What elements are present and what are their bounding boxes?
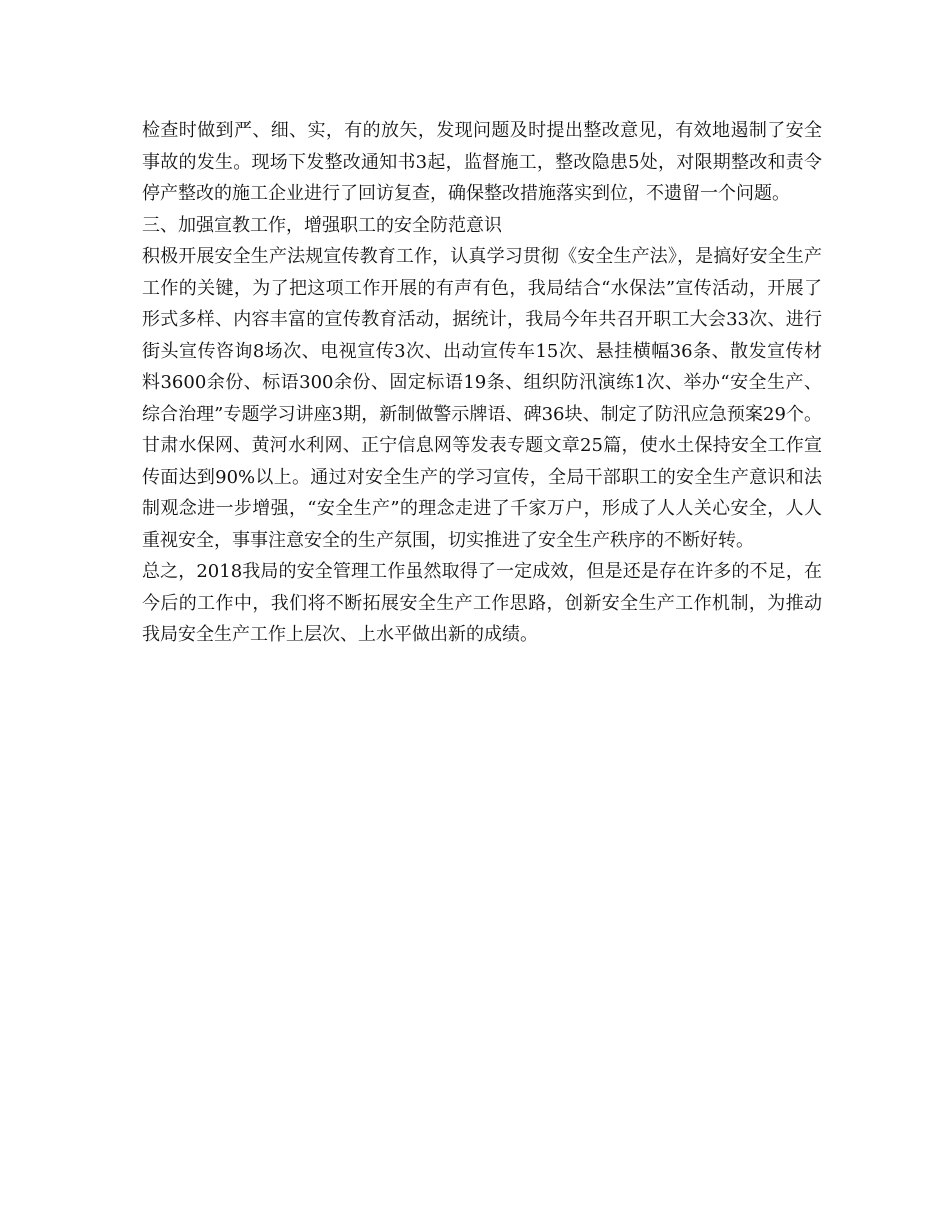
paragraph-conclusion: 总之，2018我局的安全管理工作虽然取得了一定成效，但是还是存在许多的不足，在今后的工作中，我们将不断拓展安全生产工作思路，创新安全生产工作机制，为推动我局安全生产工作上层次、上水平做出新的成绩。	[142, 561, 822, 645]
document-body	[142, 115, 822, 651]
paragraph-inspection: 检查时做到严、细、实，有的放矢，发现问题及时提出整改意见，有效地遏制了安全事故的发生。现场下发整改通知书3起，监督施工，整改隐患5处，对限期整改和责令停产整改的施工企业进行了回访复查，确保整改措施落实到位，不遗留一个问题。	[142, 120, 822, 204]
section-heading-publicity: 三、加强宣教工作，增强职工的安全防范意识	[142, 214, 502, 236]
paragraph-publicity: 积极开展安全生产法规宣传教育工作，认真学习贯彻《安全生产法》，是搞好安全生产工作的关键，为了把这项工作开展的有声有色，我局结合“水保法”宣传活动，开展了形式多样、内容丰富的宣传教育活动，据统计，我局今年共召开职工大会33次、进行街头宣传咨询8场次、电视宣传3次、出动宣传车15次、悬挂横幅36条、散发宣传材料3600余份、标语300余份、固定标语19条、组织防汛演练1次、举办“安全生产、综合治理”专题学习讲座3期，新制做警示牌语、碑36块、制定了防汛应急预案29个。甘肃水保网、黄河水利网、正宁信息网等发表专题文章25篇，使水土保持安全工作宣传面达到90%以上。通过对安全生产的学习宣传，全局干部职工的安全生产意识和法制观念进一步增强，“安全生产”的理念走进了千家万户，形成了人人关心安全，人人重视安全，事事注意安全的生产氛围，切实推进了安全生产秩序的不断好转。	[142, 246, 822, 551]
